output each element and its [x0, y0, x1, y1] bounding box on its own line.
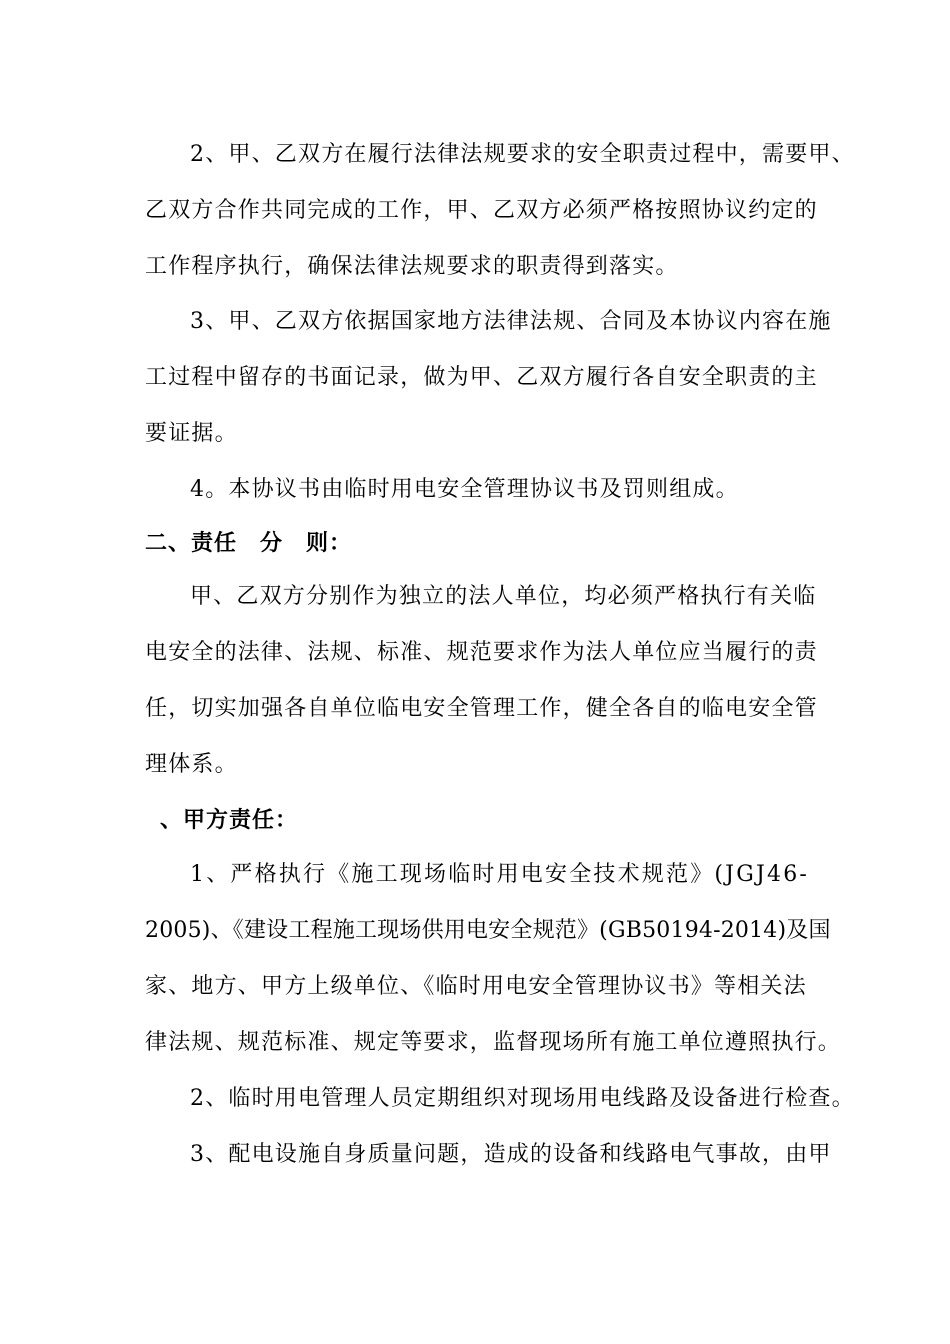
paragraph-line: 乙双方合作共同完成的工作，甲、乙双方必须严格按照协议约定的 — [145, 198, 818, 223]
paragraph-line: 1、严格执行《施工现场临时用电安全技术规范》(JGJ46- — [190, 862, 810, 887]
paragraph-line: 3、配电设施自身质量问题，造成的设备和线路电气事故，由甲 — [190, 1142, 832, 1167]
paragraph-line: 2005)、《建设工程施工现场供用电安全规范》(GB50194-2014)及国 — [145, 918, 831, 943]
paragraph-line: 甲、乙双方分别作为独立的法人单位，均必须严格执行有关临 — [190, 584, 817, 609]
paragraph-line: 2、临时用电管理人员定期组织对现场用电线路及设备进行检查。 — [190, 1086, 855, 1111]
paragraph-line: 理体系。 — [145, 752, 238, 777]
paragraph-line: 3、甲、乙双方依据国家地方法律法规、合同及本协议内容在施 — [190, 309, 832, 334]
subsection-heading: 、甲方责任： — [160, 808, 299, 833]
paragraph-line: 家、地方、甲方上级单位、《临时用电安全管理协议书》等相关法 — [145, 974, 807, 999]
paragraph-line: 4。本协议书由临时用电安全管理协议书及罚则组成。 — [190, 477, 739, 502]
paragraph-line: 律法规、规范标准、规定等要求，监督现场所有施工单位遵照执行。 — [145, 1030, 842, 1055]
section-heading: 二、责任 分 则： — [145, 531, 353, 556]
paragraph-line: 工作程序执行，确保法律法规要求的职责得到落实。 — [145, 254, 679, 279]
paragraph-line: 2、甲、乙双方在履行法律法规要求的安全职责过程中，需要甲、 — [190, 142, 855, 167]
paragraph-line: 工过程中留存的书面记录，做为甲、乙双方履行各自安全职责的主 — [145, 365, 818, 390]
paragraph-line: 电安全的法律、法规、标准、规范要求作为法人单位应当履行的责 — [145, 640, 818, 665]
paragraph-line: 任，切实加强各自单位临电安全管理工作，健全各自的临电安全管 — [145, 696, 818, 721]
paragraph-line: 要证据。 — [145, 421, 238, 446]
